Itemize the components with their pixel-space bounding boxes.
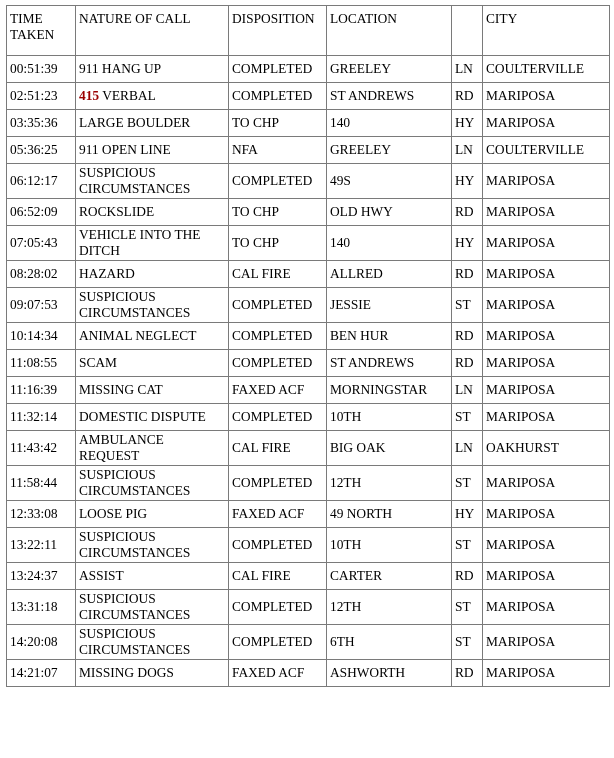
time-taken-cell: 02:51:23: [7, 83, 76, 110]
time-taken-cell: 11:32:14: [7, 404, 76, 431]
table-row: [7, 563, 610, 590]
location-cell: ALLRED: [327, 261, 452, 288]
table-row: [7, 199, 610, 226]
table-row: [7, 110, 610, 137]
city-cell: MARIPOSA: [483, 226, 610, 261]
nature-text: ANIMAL NEGLECT: [79, 328, 197, 343]
table-row: [7, 590, 610, 625]
location-cell: GREELEY: [327, 56, 452, 83]
table-row: [7, 137, 610, 164]
nature-of-call-cell: [76, 288, 229, 323]
time-taken-cell: 14:21:07: [7, 660, 76, 687]
nature-text: MISSING DOGS: [79, 665, 174, 680]
city-cell: MARIPOSA: [483, 110, 610, 137]
location-cell: 12TH: [327, 590, 452, 625]
street-suffix-cell: RD: [452, 350, 483, 377]
time-taken-cell: 11:58:44: [7, 466, 76, 501]
table-row: [7, 404, 610, 431]
nature-text: SUSPICIOUS CIRCUMSTANCES: [79, 467, 191, 498]
city-cell: MARIPOSA: [483, 350, 610, 377]
nature-text: 911 HANG UP: [79, 61, 162, 76]
location-cell: OLD HWY: [327, 199, 452, 226]
nature-text: MISSING CAT: [79, 382, 163, 397]
street-suffix-cell: HY: [452, 110, 483, 137]
street-suffix-cell: HY: [452, 164, 483, 199]
disposition-cell: COMPLETED: [229, 164, 327, 199]
location-cell: ST ANDREWS: [327, 83, 452, 110]
nature-text: LOOSE PIG: [79, 506, 148, 521]
nature-of-call-cell: [76, 563, 229, 590]
nature-of-call-cell: [76, 501, 229, 528]
penal-code: 415: [79, 88, 100, 103]
city-cell: MARIPOSA: [483, 660, 610, 687]
location-cell: 10TH: [327, 528, 452, 563]
nature-of-call-cell: [76, 431, 229, 466]
header-location: LOCATION: [327, 6, 452, 56]
location-cell: BEN HUR: [327, 323, 452, 350]
disposition-cell: COMPLETED: [229, 404, 327, 431]
header-street-suffix: [452, 6, 483, 56]
nature-of-call-cell: [76, 350, 229, 377]
nature-text: HAZARD: [79, 266, 135, 281]
nature-text: LARGE BOULDER: [79, 115, 191, 130]
disposition-cell: FAXED ACF: [229, 660, 327, 687]
nature-text: SUSPICIOUS CIRCUMSTANCES: [79, 289, 191, 320]
disposition-cell: TO CHP: [229, 199, 327, 226]
city-cell: MARIPOSA: [483, 528, 610, 563]
location-cell: 49 NORTH: [327, 501, 452, 528]
time-taken-cell: 14:20:08: [7, 625, 76, 660]
location-cell: ST ANDREWS: [327, 350, 452, 377]
table-row: [7, 625, 610, 660]
disposition-cell: CAL FIRE: [229, 261, 327, 288]
time-taken-cell: 12:33:08: [7, 501, 76, 528]
city-cell: MARIPOSA: [483, 323, 610, 350]
street-suffix-cell: ST: [452, 288, 483, 323]
nature-of-call-cell: [76, 83, 229, 110]
city-cell: MARIPOSA: [483, 199, 610, 226]
street-suffix-cell: ST: [452, 528, 483, 563]
time-taken-cell: 06:12:17: [7, 164, 76, 199]
street-suffix-cell: RD: [452, 563, 483, 590]
nature-of-call-cell: [76, 323, 229, 350]
nature-text: SUSPICIOUS CIRCUMSTANCES: [79, 529, 191, 560]
time-taken-cell: 06:52:09: [7, 199, 76, 226]
city-cell: MARIPOSA: [483, 563, 610, 590]
call-log-table: [6, 5, 610, 687]
street-suffix-cell: RD: [452, 199, 483, 226]
disposition-cell: COMPLETED: [229, 590, 327, 625]
nature-of-call-cell: [76, 625, 229, 660]
disposition-cell: COMPLETED: [229, 466, 327, 501]
disposition-cell: TO CHP: [229, 226, 327, 261]
city-cell: COULTERVILLE: [483, 56, 610, 83]
city-cell: OAKHURST: [483, 431, 610, 466]
nature-of-call-cell: [76, 199, 229, 226]
table-row: [7, 226, 610, 261]
nature-text: DOMESTIC DISPUTE: [79, 409, 206, 424]
table-row: [7, 377, 610, 404]
street-suffix-cell: LN: [452, 431, 483, 466]
city-cell: COULTERVILLE: [483, 137, 610, 164]
street-suffix-cell: LN: [452, 56, 483, 83]
time-taken-cell: 13:22:11: [7, 528, 76, 563]
nature-of-call-cell: [76, 528, 229, 563]
table-row: [7, 660, 610, 687]
time-taken-cell: 07:05:43: [7, 226, 76, 261]
city-cell: MARIPOSA: [483, 590, 610, 625]
disposition-cell: NFA: [229, 137, 327, 164]
location-cell: CARTER: [327, 563, 452, 590]
table-row: [7, 431, 610, 466]
disposition-cell: COMPLETED: [229, 625, 327, 660]
nature-text: SCAM: [79, 355, 117, 370]
nature-of-call-cell: [76, 164, 229, 199]
city-cell: MARIPOSA: [483, 501, 610, 528]
header-row: [7, 6, 610, 56]
table-row: [7, 350, 610, 377]
disposition-cell: TO CHP: [229, 110, 327, 137]
time-taken-cell: 09:07:53: [7, 288, 76, 323]
street-suffix-cell: LN: [452, 137, 483, 164]
time-taken-cell: 03:35:36: [7, 110, 76, 137]
city-cell: MARIPOSA: [483, 164, 610, 199]
disposition-cell: FAXED ACF: [229, 377, 327, 404]
header-disposition: DISPOSITION: [229, 6, 327, 56]
location-cell: 12TH: [327, 466, 452, 501]
table-row: [7, 466, 610, 501]
time-taken-cell: 05:36:25: [7, 137, 76, 164]
disposition-cell: CAL FIRE: [229, 431, 327, 466]
city-cell: MARIPOSA: [483, 466, 610, 501]
disposition-cell: COMPLETED: [229, 288, 327, 323]
disposition-cell: COMPLETED: [229, 528, 327, 563]
city-cell: MARIPOSA: [483, 83, 610, 110]
nature-of-call-cell: [76, 137, 229, 164]
disposition-cell: COMPLETED: [229, 56, 327, 83]
table-row: [7, 501, 610, 528]
nature-of-call-cell: [76, 466, 229, 501]
disposition-cell: COMPLETED: [229, 323, 327, 350]
nature-text: AMBULANCE REQUEST: [79, 432, 164, 463]
location-cell: 6TH: [327, 625, 452, 660]
street-suffix-cell: HY: [452, 226, 483, 261]
street-suffix-cell: RD: [452, 83, 483, 110]
nature-text: ROCKSLIDE: [79, 204, 155, 219]
nature-of-call-cell: [76, 56, 229, 83]
disposition-cell: FAXED ACF: [229, 501, 327, 528]
street-suffix-cell: RD: [452, 261, 483, 288]
location-cell: 140: [327, 110, 452, 137]
nature-text: ASSIST: [79, 568, 124, 583]
time-taken-cell: 13:31:18: [7, 590, 76, 625]
nature-of-call-cell: [76, 404, 229, 431]
time-taken-cell: 00:51:39: [7, 56, 76, 83]
time-taken-cell: 08:28:02: [7, 261, 76, 288]
location-cell: 140: [327, 226, 452, 261]
nature-text: 911 OPEN LINE: [79, 142, 171, 157]
nature-of-call-cell: [76, 590, 229, 625]
city-cell: MARIPOSA: [483, 625, 610, 660]
header-nature-of-call: NATURE OF CALL: [76, 6, 229, 56]
nature-text: SUSPICIOUS CIRCUMSTANCES: [79, 165, 191, 196]
time-taken-cell: 11:43:42: [7, 431, 76, 466]
table-row: [7, 56, 610, 83]
location-cell: GREELEY: [327, 137, 452, 164]
nature-text: VEHICLE INTO THE DITCH: [79, 227, 201, 258]
disposition-cell: CAL FIRE: [229, 563, 327, 590]
street-suffix-cell: RD: [452, 660, 483, 687]
city-cell: MARIPOSA: [483, 288, 610, 323]
table-row: [7, 83, 610, 110]
street-suffix-cell: ST: [452, 466, 483, 501]
city-cell: MARIPOSA: [483, 377, 610, 404]
nature-of-call-cell: [76, 226, 229, 261]
location-cell: MORNINGSTAR: [327, 377, 452, 404]
city-cell: MARIPOSA: [483, 261, 610, 288]
time-taken-cell: 10:14:34: [7, 323, 76, 350]
street-suffix-cell: LN: [452, 377, 483, 404]
nature-text: SUSPICIOUS CIRCUMSTANCES: [79, 626, 191, 657]
table-row: [7, 164, 610, 199]
street-suffix-cell: HY: [452, 501, 483, 528]
table-row: [7, 288, 610, 323]
time-taken-cell: 11:16:39: [7, 377, 76, 404]
street-suffix-cell: ST: [452, 625, 483, 660]
location-cell: 49S: [327, 164, 452, 199]
location-cell: 10TH: [327, 404, 452, 431]
header-time-taken: TIME TAKEN: [7, 6, 76, 56]
nature-of-call-cell: [76, 261, 229, 288]
nature-of-call-cell: [76, 660, 229, 687]
time-taken-cell: 13:24:37: [7, 563, 76, 590]
table-row: [7, 261, 610, 288]
nature-of-call-cell: [76, 110, 229, 137]
disposition-cell: COMPLETED: [229, 83, 327, 110]
nature-of-call-cell: [76, 377, 229, 404]
nature-text: VERBAL: [99, 88, 156, 103]
time-taken-cell: 11:08:55: [7, 350, 76, 377]
disposition-cell: COMPLETED: [229, 350, 327, 377]
table-row: [7, 323, 610, 350]
street-suffix-cell: RD: [452, 323, 483, 350]
nature-text: SUSPICIOUS CIRCUMSTANCES: [79, 591, 191, 622]
location-cell: JESSIE: [327, 288, 452, 323]
location-cell: ASHWORTH: [327, 660, 452, 687]
table-row: [7, 528, 610, 563]
street-suffix-cell: ST: [452, 404, 483, 431]
street-suffix-cell: ST: [452, 590, 483, 625]
header-city: CITY: [483, 6, 610, 56]
city-cell: MARIPOSA: [483, 404, 610, 431]
location-cell: BIG OAK: [327, 431, 452, 466]
